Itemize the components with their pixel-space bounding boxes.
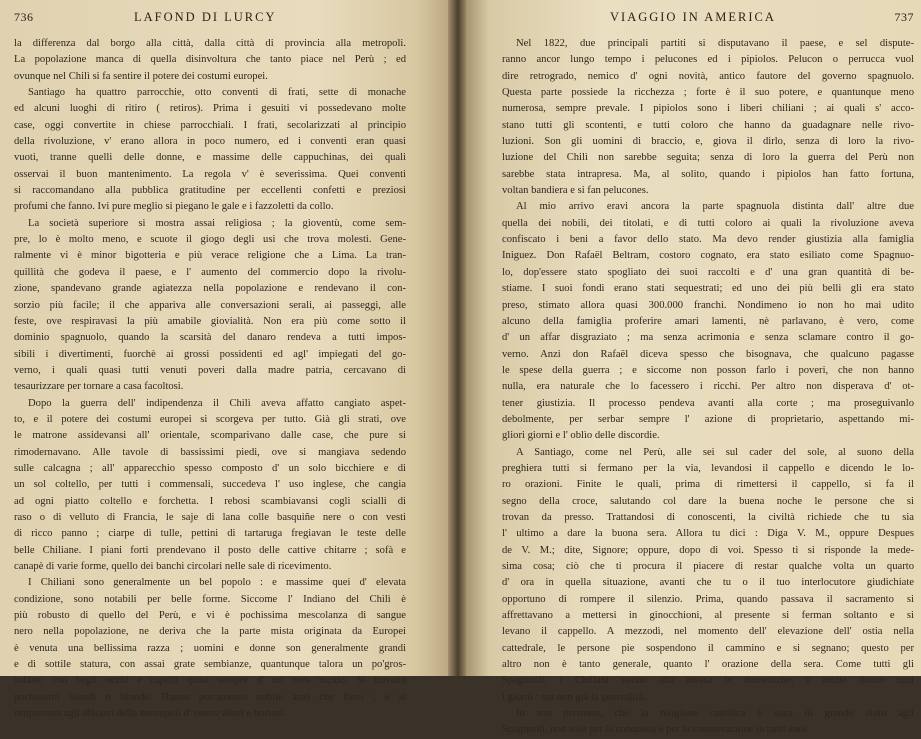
text-line: rimodernavano. Alle tavole di bassissimi piedi, ove si mangiava sedendo bbox=[14, 446, 406, 458]
text-line: voltan bandiera e si fan pelucones. bbox=[502, 185, 649, 197]
text-line: dominio spagnuolo, quando la scarsità del danaro rendeva a tutti impos- bbox=[14, 332, 406, 344]
text-line: stano tutti gli scontenti, e tutti coloro che hanno da guadagnare nelle rivo- bbox=[502, 119, 914, 131]
text-line: Nel 1822, due principali partiti si disputavano il paese, e sel dispute- bbox=[516, 38, 914, 49]
text-line: gliori giorni e l' oblìo delle discordie. bbox=[502, 430, 660, 442]
text-line: belle Chiliane. I piani forti prendevano il posto delle cattive chitarre ; sofà e bbox=[14, 544, 406, 556]
text-line: Iniguez. Don Rafaël Beltram, costoro cognato, era stato esiliato come Spagnuo- bbox=[502, 250, 914, 262]
text-line: preso, stimato allora quasi 300.000 franchi. Nondimeno io non ho mai udito bbox=[502, 299, 914, 311]
text-line: un sol coltello, per tutti i commensali, succedeva l' uso inglese, che cangia bbox=[14, 479, 406, 491]
text-line: ro orazioni. Finite le quali, prima di rimettersi il cappello, si fa il bbox=[502, 479, 914, 491]
left-page bbox=[0, 0, 452, 720]
text-line: luzioni. Son gli uomini di braccio, e, giova il dirlo, senza di loro la rivo- bbox=[502, 136, 914, 148]
text-line: sulle calcagna ; all' apparecchio spesso composto d' un solo bicchiere e di bbox=[14, 462, 406, 474]
text-line: verno. Anzi don Rafaël diceva spesso che bisognava, che qualcuno pagasse bbox=[502, 348, 914, 360]
text-line: solane, con begli occhi e capelli quasi sempre d' un nero lucido. Si trovano bbox=[14, 675, 406, 687]
text-line: rimprovera agli abitanti della metropoli d' essere alteri e boriosi. bbox=[14, 708, 286, 720]
text-line: canapè di varie forme, quello dei banchi circolari nelle sale di ricevimento. bbox=[14, 561, 332, 572]
text-line: verno, i quali quasi tutti venuti poveri dalla madre patria, cercavano di bbox=[14, 364, 406, 376]
left-running-head-title: LAFOND DI LURCY bbox=[134, 10, 277, 24]
book-gutter bbox=[448, 0, 466, 676]
text-line: Questa parte possiede la ricchezza ; forte è il suo potere, e quantunque meno bbox=[502, 87, 914, 99]
text-line: raso o di velluto di Francia, le saje di lana colle basquiñe nere o con vesti bbox=[14, 511, 406, 523]
text-line: alcuno della famiglia proferire amari lamenti, nè parlavano, è vero, come bbox=[502, 315, 914, 327]
text-line: debolmente, per serbar sempre l' azione di proprietario, aspettando mi- bbox=[502, 413, 914, 425]
text-line: la differenza dal borgo alla città, dalla città di provincia alla metropoli. bbox=[14, 38, 406, 49]
text-line: nero nella popolazione, ne deriva che la parte mista originata da Europei bbox=[14, 626, 406, 638]
text-line: l' ultimo a dare la buona sera. Allora tu dici : Diga V. M., oppure Despues bbox=[502, 528, 914, 540]
text-line: Dopo la guerra dell' indipendenza il Chilì aveva affatto cangiato aspet- bbox=[28, 397, 406, 409]
text-line: confiscato i beni a favor dello stato. Ma devo render giustizia alla famiglia bbox=[502, 234, 914, 246]
text-line: sorzio più facile; il che appariva alle conversazioni serali, ai passeggi, alle bbox=[14, 299, 406, 311]
text-line: case, oggi convertite in chiese parrocchiali. I frati, secolarizzati al principio bbox=[14, 119, 406, 131]
text-line: le spese della guerra ; e siccome non posson farlo i poveri, che non hanno bbox=[502, 364, 914, 376]
text-line: è venuta una bellissima razza ; uomini e donne son generalmente grandi bbox=[14, 642, 406, 654]
text-line: La popolazione manca di quella disinvoltura che tanto piace nel Perù ; ed bbox=[14, 54, 406, 66]
text-line: sarebbe stata intrapresa. Ma, al solito, quando i pipiolos han fatto fortuna, bbox=[502, 168, 914, 180]
left-page-number: 736 bbox=[14, 10, 34, 24]
text-line: cattedrale, le persone pie sospendono il cammino e si segnano; questo per bbox=[502, 642, 914, 654]
text-line: ralmente vi è minor bigotteria e più verace religione che a Lima. La tran- bbox=[14, 250, 406, 262]
text-line: levano il cappello. A mezzodì, nel momento dell' elevazione dell' ostia nella bbox=[502, 626, 914, 638]
right-page-body bbox=[502, 36, 914, 739]
text-line: opportuno di rompere il silenzio. Prima, quando passava il sacramento si bbox=[502, 593, 914, 605]
text-line: Spagnuoli, i Chiliani vanno alla messa le domeniche, e molte donne tutti bbox=[502, 675, 914, 687]
text-line: feste, ove respiravasi la più amabile giovialità. Non era più come sotto il bbox=[14, 315, 406, 327]
text-line: Santiago ha quattro parrocchie, otto conventi di frati, sette di monache bbox=[28, 87, 406, 99]
text-line: ad ogni piatto coltello e forchetta. I rebosi scambiavansi cogli scialli di bbox=[14, 495, 406, 507]
left-running-header bbox=[14, 10, 414, 32]
text-line: altro non è tanto generale, quanto l' orazione della sera. Come tutti gli bbox=[502, 659, 914, 671]
text-line: quillità che godeva il paese, e l' aumento del commercio dopo la rivolu- bbox=[14, 266, 406, 278]
text-line: profumi che fanno. Ivi pure meglio si piegano le gale e i fazzoletti da collo. bbox=[14, 201, 334, 213]
text-line: I Chiliani sono generalmente un bel popolo : e massime quei d' elevata bbox=[28, 577, 406, 589]
text-line: preghiera tutti si fermano per la via, levandosi il cappello e dicendo le lo- bbox=[502, 462, 914, 474]
text-line: d' un affar disgraziato ; ma senza acrimonia e senza sclamare contro il go- bbox=[502, 332, 914, 344]
right-page bbox=[462, 0, 921, 736]
text-line: La società superiore si mostra assai religiosa ; la gioventù, come sem- bbox=[28, 217, 406, 229]
text-line: dire retrogrado, nemico d' ogni novità, antico fautore del governo spagnuolo. bbox=[502, 70, 914, 82]
text-line: luzione del Chilì non sarebbe seguita; senza di loro la guerra del Perù non bbox=[502, 152, 914, 164]
text-line: zione, spandevano grande agiatezza nella popolazione e rendevano il con- bbox=[14, 283, 406, 295]
text-line: stiame. I suoi fondi erano stati sequestrati; ed uno dei più belli gli era stato bbox=[502, 283, 914, 295]
text-line: nulla, era naturale che lo facessero i ricchi. Per altro non disperava d' ot- bbox=[502, 381, 914, 393]
text-line: Io son persuaso, che la religione cattolica è stata di grande aiuto agli bbox=[516, 708, 914, 720]
text-line: e di sottile statura, con assai grate sembianze, quantunque talora un po'gros- bbox=[14, 659, 406, 671]
text-line: to, e il potere dei costumi europei si scorgeva per tutto. Già gli strati, ove bbox=[14, 413, 406, 425]
text-line: A Santiago, come nel Perù, alle sei sul cader del sole, al suono della bbox=[516, 446, 914, 458]
text-line: sima cosa; ciò che ti procura il piacere di restar qualche volta un quarto bbox=[502, 561, 914, 572]
text-line: tesaurizzare per tornare a casa facoltosi. bbox=[14, 381, 184, 393]
text-line: d' ora in quella situazione, avanti che tu o il tuo interlocutore giudichiate bbox=[502, 577, 914, 589]
text-line: Al mio arrivo eravi ancora la parte spagnuola distinta dall' altre due bbox=[516, 201, 914, 213]
text-line: pre, lo è molto meno, e scuote il giogo degli usi che trova molesti. Gene- bbox=[14, 234, 406, 246]
text-line: tener giustizia. Il processo pendeva avanti alla corte ; ma proseguivanlo bbox=[502, 397, 914, 409]
text-line: trovan da presso. Trattandosi di conoscenti, la civiltà richiede che tu sia bbox=[502, 511, 914, 523]
text-line: più robusto di quello del Perù, e vi è pochissima mescolanza di sangue bbox=[14, 610, 406, 622]
left-page-body bbox=[14, 36, 406, 722]
text-line: Spagnuoli, non solo per la conquista e per la conservazione in tanti anni bbox=[502, 724, 807, 736]
text-line: lo, dop'essere stato spogliato dei suoi raccolti e d' una gran quantità di be- bbox=[502, 266, 914, 278]
text-line: ed alcuni luoghi di ritiro ( retiros). Prima i gesuiti vi possedevano molte bbox=[14, 103, 406, 115]
text-line: ovunque nel Chilì si fa sentire il potere dei costumi europei. bbox=[14, 70, 268, 82]
text-line: condizione, sono notabili per belle forme. Siccome l' Indiano del Chilì è bbox=[14, 593, 406, 605]
text-line: pochissimi biondi o bionde. Hanno portamento nobile anzi che fiero ; e si bbox=[14, 691, 406, 703]
right-running-header bbox=[502, 10, 914, 32]
right-page-number: 737 bbox=[894, 10, 914, 24]
text-line: affrettavano a mettersi in ginocchioni, al presente si ferman soltanto e si bbox=[502, 610, 914, 622]
text-line: segno della croce, salutando col dare la buena noche le persone che si bbox=[502, 495, 914, 507]
text-line: ranno ancor lungo tempo i pelucones ed i pipiolos. Pelucon o perrucca vuol bbox=[502, 54, 914, 66]
text-line: numerosa, sempre prevale. I pipiolos sono i liberi chiliani ; ai quali s' acco- bbox=[502, 103, 914, 115]
text-line: sibili i divertimenti, fuorchè ai grossi possidenti ed agl' impiegati del go- bbox=[14, 348, 406, 360]
text-line: vuoti, tranne quelli delle donne, e massime delle cappuchinas, dei quali bbox=[14, 152, 406, 164]
text-line: della rivoluzione, v' erano allora in poco numero, ed i conventi eran quasi bbox=[14, 136, 406, 148]
text-line: quella dei nobili, dei titolati, e di tutti coloro ai quali la rivoluzione aveva bbox=[502, 217, 914, 229]
text-line: osservai il buon mantenimento. La regola v' è severissima. Quei conventi bbox=[14, 168, 406, 180]
text-line: i giorni : ma non già la generalità. bbox=[502, 691, 646, 703]
right-running-head-title: VIAGGIO IN AMERICA bbox=[610, 10, 776, 24]
text-line: si raccomandano alla pubblica gratitudine per eccellenti confetti e preziosi bbox=[14, 185, 406, 197]
text-line: di ricco panno ; ciarpe di tulle, pettini di tartaruga fregiavan le teste delle bbox=[14, 528, 406, 540]
text-line: de V. M.; dite, Signore; oppure, dopo di voi. Spesso ti si risponde la mede- bbox=[502, 544, 914, 556]
text-line: le matrone assidevansi all' orientale, scomparivano dalle case, che pure si bbox=[14, 430, 406, 442]
